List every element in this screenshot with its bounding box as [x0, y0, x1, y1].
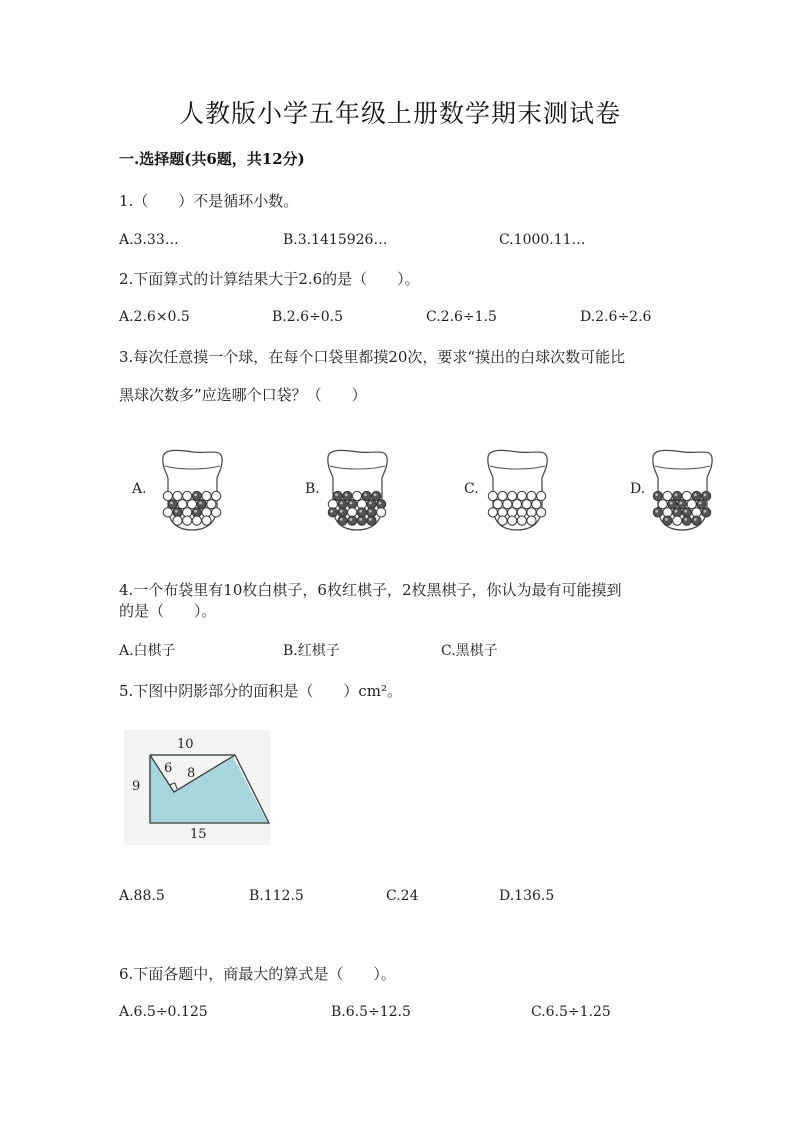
white-ball [532, 500, 541, 509]
ball-highlight [340, 518, 343, 521]
white-ball [517, 516, 526, 525]
question-5-option-b: B.112.5 [249, 888, 304, 904]
white-ball [537, 491, 546, 500]
white-ball [673, 516, 682, 525]
black-ball [653, 508, 662, 517]
white-ball [658, 500, 667, 509]
question-5-option-d: D.136.5 [499, 888, 555, 904]
question-3-stem-line-2: 黑球次数多”应选哪个口袋？（ ） [119, 386, 367, 404]
white-ball [503, 500, 512, 509]
white-ball [212, 491, 221, 500]
black-ball [338, 516, 347, 525]
ball-highlight [359, 510, 362, 513]
ball-highlight [694, 493, 697, 496]
question-4-option-b: B.红棋子 [283, 643, 340, 659]
question-5-stem: 5.下图中阴影部分的面积是（ ）cm²。 [119, 682, 402, 700]
ball-highlight [704, 493, 707, 496]
white-ball [522, 500, 531, 509]
ball-highlight [670, 502, 673, 505]
white-ball [352, 491, 361, 500]
white-ball [517, 491, 526, 500]
ball-highlight [655, 510, 658, 513]
bag-a-label: A. [132, 481, 147, 497]
black-ball [333, 491, 342, 500]
white-ball [202, 491, 211, 500]
ball-highlight [704, 510, 707, 513]
white-ball [512, 500, 521, 509]
question-6-option-a: A.6.5÷0.125 [119, 1004, 208, 1020]
ball-highlight [369, 518, 372, 521]
ball-highlight [675, 510, 678, 513]
black-ball [663, 516, 672, 525]
black-ball [197, 500, 206, 509]
bag-c-label: C. [464, 481, 479, 497]
question-6-option-c: C.6.5÷1.25 [531, 1004, 611, 1020]
white-ball [178, 500, 187, 509]
label-top: 10 [177, 737, 194, 752]
bag-d-label: D. [630, 481, 646, 497]
ball-highlight [369, 502, 372, 505]
question-1-option-b: B.3.1415926… [283, 232, 388, 248]
black-ball [362, 491, 371, 500]
question-4-option-a: A.白棋子 [119, 643, 176, 659]
white-ball [527, 516, 536, 525]
question-5-option-a: A.88.5 [119, 888, 165, 904]
section-heading: 一.选择题(共6题，共12分) [119, 150, 305, 168]
ball-highlight [170, 502, 173, 505]
ball-highlight [675, 493, 678, 496]
ball-highlight [364, 493, 367, 496]
question-2-option-c: C.2.6÷1.5 [426, 309, 497, 325]
ball-highlight [194, 510, 197, 513]
white-ball [377, 508, 386, 517]
question-6-stem: 6.下面各题中，商最大的算式是（ ）。 [119, 965, 396, 983]
white-ball [173, 516, 182, 525]
black-ball [343, 491, 352, 500]
question-1-option-a: A.3.33… [119, 232, 179, 248]
white-ball [192, 516, 201, 525]
black-ball [702, 508, 711, 517]
white-ball [183, 516, 192, 525]
question-5-option-c: C.24 [386, 888, 419, 904]
white-ball [493, 500, 502, 509]
ball-highlight [199, 502, 202, 505]
ball-highlight [374, 493, 377, 496]
ball-highlight [194, 493, 197, 496]
ball-highlight [340, 502, 343, 505]
ball-highlight [679, 502, 682, 505]
ball-highlight [335, 493, 338, 496]
question-2-stem: 2.下面算式的计算结果大于2.6的是（ ）。 [119, 270, 420, 288]
question-4-stem-line-2: 的是（ ）。 [119, 602, 217, 620]
bag-b-label: B. [305, 481, 320, 497]
black-ball [697, 500, 706, 509]
ball-highlight [694, 518, 697, 521]
bag-a-illustration [155, 444, 230, 534]
shaded-area-figure [124, 730, 270, 845]
white-ball [498, 491, 507, 500]
white-ball [527, 491, 536, 500]
question-4-option-c: C.黑棋子 [441, 643, 498, 659]
black-ball [668, 500, 677, 509]
question-2-option-b: B.2.6÷0.5 [272, 309, 343, 325]
black-ball [367, 516, 376, 525]
ball-highlight [350, 518, 353, 521]
black-ball [192, 491, 201, 500]
ball-highlight [350, 502, 353, 505]
black-ball [677, 500, 686, 509]
black-ball [372, 491, 381, 500]
ball-highlight [665, 518, 668, 521]
white-ball [488, 508, 497, 517]
white-ball [537, 508, 546, 517]
question-4-stem-line-1: 4.一个布袋里有10枚白棋子，6枚红棋子，2枚黑棋子，你认为最有可能摸到 [119, 581, 622, 599]
white-ball [173, 491, 182, 500]
black-ball [348, 516, 357, 525]
black-ball [682, 516, 691, 525]
white-ball [183, 491, 192, 500]
black-ball [653, 491, 662, 500]
black-ball [702, 491, 711, 500]
white-ball [212, 508, 221, 517]
question-6-option-b: B.6.5÷12.5 [331, 1004, 411, 1020]
question-2-option-d: D.2.6÷2.6 [580, 309, 652, 325]
ball-highlight [684, 510, 687, 513]
white-ball [163, 491, 172, 500]
label-bottom: 15 [190, 827, 207, 842]
black-ball [168, 500, 177, 509]
white-ball [488, 491, 497, 500]
label-six: 6 [164, 761, 173, 776]
ball-highlight [175, 510, 178, 513]
black-ball [328, 508, 337, 517]
page-title: 人教版小学五年级上册数学期末测试卷 [178, 99, 621, 128]
bag-b-illustration [320, 444, 395, 534]
bag-c-illustration [480, 444, 555, 534]
white-ball [187, 500, 196, 509]
white-ball [663, 491, 672, 500]
ball-highlight [359, 518, 362, 521]
question-3-stem-line-1: 3.每次任意摸一个球，在每个口袋里都摸20次，要求“摸出的白球次数可能比 [119, 348, 626, 366]
white-ball [508, 491, 517, 500]
black-ball [357, 516, 366, 525]
white-ball [682, 491, 691, 500]
ball-highlight [655, 493, 658, 496]
question-2-option-a: A.2.6×0.5 [119, 309, 190, 325]
white-ball [207, 500, 216, 509]
black-ball [692, 491, 701, 500]
white-ball [498, 516, 507, 525]
ball-highlight [369, 510, 372, 513]
white-ball [508, 516, 517, 525]
ball-highlight [345, 493, 348, 496]
white-ball [687, 500, 696, 509]
ball-highlight [379, 502, 382, 505]
white-ball [163, 508, 172, 517]
label-eight: 8 [187, 766, 196, 781]
black-ball [673, 491, 682, 500]
white-ball [202, 516, 211, 525]
question-1-stem: 1.（ ）不是循环小数。 [119, 192, 299, 210]
label-left: 9 [132, 779, 141, 794]
question-1-option-c: C.1000.11… [499, 232, 586, 248]
bag-d-illustration [645, 444, 720, 534]
ball-highlight [684, 518, 687, 521]
black-ball [692, 516, 701, 525]
ball-highlight [699, 502, 702, 505]
ball-highlight [330, 510, 333, 513]
ball-highlight [340, 510, 343, 513]
